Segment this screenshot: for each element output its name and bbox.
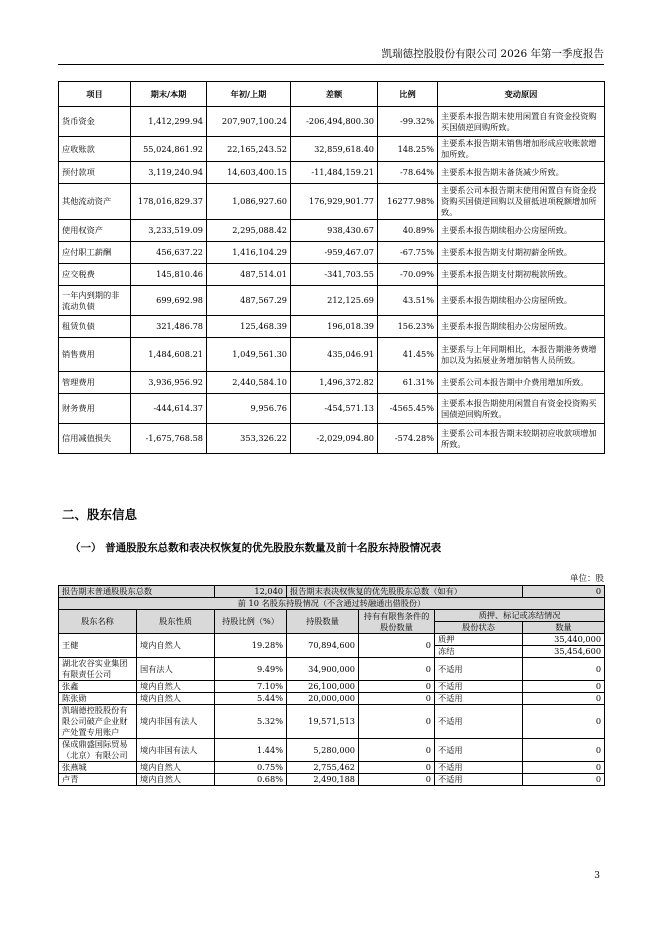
shareholder-summary-row [59, 586, 605, 598]
row-current: 1,412,299.94 [131, 107, 207, 137]
row-reason: 主要系本报告期续租办公房屋所致。 [438, 286, 605, 316]
holder-qty: 2,490,188 [287, 774, 359, 786]
header-amount: 数量 [523, 622, 605, 634]
shareholder-row [59, 705, 605, 739]
row-reason: 主要系本报告期续租办公房屋所致。 [438, 316, 605, 338]
row-current: -1,675,768.58 [131, 424, 207, 454]
row-reason: 主要系本报告期续租办公房屋所致。 [438, 220, 605, 242]
holder-ratio: 19.28% [215, 634, 287, 658]
holder-amount: 0 [523, 762, 605, 774]
row-previous: 1,049,561.30 [207, 338, 291, 372]
header-name: 股东名称 [59, 610, 137, 634]
row-difference: 212,125.69 [291, 286, 378, 316]
changes-row [59, 286, 605, 316]
holder-amount: 0 [523, 681, 605, 693]
header-status: 股份状态 [435, 622, 523, 634]
shareholder-row [59, 774, 605, 786]
unit-label: 单位：股 [569, 574, 604, 584]
row-previous: 1,416,104.29 [207, 242, 291, 264]
row-reason: 主要系公司本报告期末使用闲置自有资金投资购买国债逆回购以及留抵进项税额增加所致。 [438, 184, 605, 220]
row-difference: 1,496,372.82 [291, 372, 378, 394]
row-previous: 2,295,088.42 [207, 220, 291, 242]
row-reason: 主要系本报告期末使用闲置自有资金投资购买国债逆回购所致。 [438, 107, 605, 137]
holder-status: 不适用 [435, 705, 523, 739]
row-difference: 435,046.91 [291, 338, 378, 372]
row-difference: 176,929,901.77 [291, 184, 378, 220]
holder-ratio: 0.68% [215, 774, 287, 786]
preferred-holders-label: 报告期末表决权恢复的优先股股东总数（如有） [287, 586, 523, 598]
holder-amount: 0 [523, 658, 605, 681]
row-difference: 32,859,618.40 [291, 137, 378, 162]
row-ratio: 156.23% [378, 316, 438, 338]
row-current: 699,692.98 [131, 286, 207, 316]
row-item: 财务费用 [59, 394, 131, 424]
top10-title-row [59, 598, 605, 610]
shareholder-row [59, 681, 605, 693]
shareholder-row [59, 634, 605, 646]
changes-row [59, 394, 605, 424]
holder-nature: 国有法人 [137, 658, 215, 681]
holder-status: 不适用 [435, 739, 523, 762]
row-ratio: 40.89% [378, 220, 438, 242]
row-ratio: -4565.45% [378, 394, 438, 424]
row-difference: 196,018.39 [291, 316, 378, 338]
holder-status: 冻结 [435, 646, 523, 658]
holder-ratio: 0.75% [215, 762, 287, 774]
holder-name: 王健 [59, 634, 137, 658]
row-ratio: -99.32% [378, 107, 438, 137]
row-item: 其他流动资产 [59, 184, 131, 220]
changes-row [59, 338, 605, 372]
row-item: 应收账款 [59, 137, 131, 162]
holder-amount: 35,454,600 [523, 646, 605, 658]
row-difference: -11,484,159.21 [291, 162, 378, 184]
row-previous: 125,468.39 [207, 316, 291, 338]
changes-row [59, 316, 605, 338]
row-current: 3,233,519.09 [131, 220, 207, 242]
row-current: 55,024,861.92 [131, 137, 207, 162]
holder-restricted: 0 [359, 705, 435, 739]
holder-restricted: 0 [359, 634, 435, 658]
holder-qty: 70,894,600 [287, 634, 359, 658]
holder-qty: 26,100,000 [287, 681, 359, 693]
holder-ratio: 5.32% [215, 705, 287, 739]
header-pledge: 质押、标记或冻结情况 [435, 610, 605, 622]
page-number: 3 [594, 871, 600, 881]
row-current: 3,119,240.94 [131, 162, 207, 184]
holder-ratio: 9.49% [215, 658, 287, 681]
changes-table [58, 81, 605, 454]
row-previous: 14,603,400.15 [207, 162, 291, 184]
holder-status: 质押 [435, 634, 523, 646]
holder-nature: 境内非国有法人 [137, 739, 215, 762]
header-nature: 股东性质 [137, 610, 215, 634]
shareholder-row [59, 693, 605, 705]
row-ratio: 43.51% [378, 286, 438, 316]
holder-ratio: 7.10% [215, 681, 287, 693]
holder-restricted: 0 [359, 739, 435, 762]
row-current: 3,936,956.92 [131, 372, 207, 394]
row-reason: 主要系本报告期支付期初税款所致。 [438, 264, 605, 286]
row-reason: 主要系本报告期支付期初薪金所致。 [438, 242, 605, 264]
changes-row [59, 220, 605, 242]
changes-row [59, 264, 605, 286]
row-previous: 22,165,243.52 [207, 137, 291, 162]
row-item: 管理费用 [59, 372, 131, 394]
holder-amount: 0 [523, 774, 605, 786]
holder-nature: 境内自然人 [137, 774, 215, 786]
shareholder-header-row-1 [59, 610, 605, 622]
holder-restricted: 0 [359, 774, 435, 786]
holder-qty: 5,280,000 [287, 739, 359, 762]
row-item: 销售费用 [59, 338, 131, 372]
holder-amount: 35,440,000 [523, 634, 605, 646]
changes-row [59, 137, 605, 162]
holder-status: 不适用 [435, 774, 523, 786]
section-subheading: （一） 普通股股东总数和表决权恢复的优先股股东数量及前十名股东持股情况表 [70, 542, 442, 554]
holder-name: 凯瑞德控股股份有限公司破产企业财产处置专用账户 [59, 705, 137, 739]
row-ratio: 16277.98% [378, 184, 438, 220]
header-ratio: 持股比例（%） [215, 610, 287, 634]
preferred-holders-value: 0 [523, 586, 605, 598]
row-ratio: -574.28% [378, 424, 438, 454]
holder-qty: 2,755,462 [287, 762, 359, 774]
holder-qty: 34,900,000 [287, 658, 359, 681]
row-reason: 主要系与上年同期相比，本报告期港务费增加以及为拓展业务增加销售人员所致。 [438, 338, 605, 372]
holder-nature: 境内自然人 [137, 681, 215, 693]
changes-row [59, 372, 605, 394]
row-ratio: -70.09% [378, 264, 438, 286]
holder-restricted: 0 [359, 693, 435, 705]
holder-name: 张鑫 [59, 681, 137, 693]
row-ratio: 61.31% [378, 372, 438, 394]
holder-name: 保成鼎盛国际贸易（北京）有限公司 [59, 739, 137, 762]
holder-name: 陈张勋 [59, 693, 137, 705]
section-heading: 二、股东信息 [62, 507, 138, 522]
row-current: -444,614.37 [131, 394, 207, 424]
row-previous: 2,440,584.10 [207, 372, 291, 394]
row-current: 178,016,829.37 [131, 184, 207, 220]
row-previous: 353,326.22 [207, 424, 291, 454]
holder-qty: 19,571,513 [287, 705, 359, 739]
holder-restricted: 0 [359, 681, 435, 693]
changes-row [59, 107, 605, 137]
changes-row [59, 424, 605, 454]
row-reason: 主要系公司本报告期末较期初应收款项增加所致。 [438, 424, 605, 454]
row-current: 456,637.22 [131, 242, 207, 264]
holder-amount: 0 [523, 693, 605, 705]
row-current: 145,810.46 [131, 264, 207, 286]
col-header-ratio: 比例 [378, 82, 438, 107]
holder-status: 不适用 [435, 658, 523, 681]
holder-ratio: 1.44% [215, 739, 287, 762]
row-difference: 938,430.67 [291, 220, 378, 242]
holder-nature: 境内非国有法人 [137, 705, 215, 739]
holder-name: 张燕城 [59, 762, 137, 774]
row-reason: 主要系本报告期末备货减少所致。 [438, 162, 605, 184]
row-item: 应交税费 [59, 264, 131, 286]
holder-nature: 境内自然人 [137, 693, 215, 705]
col-header-item: 项目 [59, 82, 131, 107]
col-header-reason: 变动原因 [438, 82, 605, 107]
row-ratio: -78.64% [378, 162, 438, 184]
holder-status: 不适用 [435, 681, 523, 693]
row-difference: -959,467.07 [291, 242, 378, 264]
row-item: 预付款项 [59, 162, 131, 184]
row-previous: 9,956.76 [207, 394, 291, 424]
holder-name: 卢青 [59, 774, 137, 786]
row-difference: -454,571.13 [291, 394, 378, 424]
holder-status: 不适用 [435, 693, 523, 705]
holder-amount: 0 [523, 705, 605, 739]
row-reason: 主要系公司本报告期中介费用增加所致。 [438, 372, 605, 394]
holder-name: 湖北农谷实业集团有限责任公司 [59, 658, 137, 681]
changes-row [59, 162, 605, 184]
row-item: 信用减值损失 [59, 424, 131, 454]
holder-amount: 0 [523, 739, 605, 762]
row-ratio: 148.25% [378, 137, 438, 162]
holder-status: 不适用 [435, 762, 523, 774]
holder-ratio: 5.44% [215, 693, 287, 705]
row-item: 租赁负债 [59, 316, 131, 338]
shareholder-row [59, 762, 605, 774]
holder-nature: 境内自然人 [137, 762, 215, 774]
row-item: 使用权资产 [59, 220, 131, 242]
row-previous: 207,907,100.24 [207, 107, 291, 137]
row-item: 货币资金 [59, 107, 131, 137]
row-reason: 主要系本报告期使用闲置自有资金投资购买国债逆回购所致。 [438, 394, 605, 424]
changes-header-row [59, 82, 605, 107]
row-difference: -341,703.55 [291, 264, 378, 286]
row-current: 1,484,608.21 [131, 338, 207, 372]
total-holders-label: 报告期末普通股股东总数 [59, 586, 215, 598]
holder-restricted: 0 [359, 762, 435, 774]
col-header-previous: 年初/上期 [207, 82, 291, 107]
row-item: 一年内到期的非流动负债 [59, 286, 131, 316]
header-restricted: 持有有限售条件的股份数量 [359, 610, 435, 634]
row-difference: -2,029,094.80 [291, 424, 378, 454]
header-qty: 持股数量 [287, 610, 359, 634]
row-reason: 主要系本报告期末销售增加形成应收账款增加所致。 [438, 137, 605, 162]
row-difference: -206,494,800.30 [291, 107, 378, 137]
changes-row [59, 184, 605, 220]
row-ratio: -67.75% [378, 242, 438, 264]
shareholders-table [58, 585, 605, 786]
holder-nature: 境内自然人 [137, 634, 215, 658]
total-holders-value: 12,040 [215, 586, 287, 598]
shareholder-row [59, 739, 605, 762]
row-item: 应付职工薪酬 [59, 242, 131, 264]
row-previous: 487,514.01 [207, 264, 291, 286]
page-header: 凯瑞德控股股份有限公司 2026 年第一季度报告 [58, 46, 604, 65]
col-header-current: 期末/本期 [131, 82, 207, 107]
top10-title: 前 10 名股东持股情况（不含通过转融通出借股份） [59, 598, 605, 610]
row-previous: 1,086,927.60 [207, 184, 291, 220]
row-ratio: 41.45% [378, 338, 438, 372]
holder-restricted: 0 [359, 658, 435, 681]
changes-body [59, 107, 605, 454]
holder-qty: 20,000,000 [287, 693, 359, 705]
row-current: 321,486.78 [131, 316, 207, 338]
shareholder-row [59, 658, 605, 681]
changes-row [59, 242, 605, 264]
col-header-difference: 差额 [291, 82, 378, 107]
row-previous: 487,567.29 [207, 286, 291, 316]
